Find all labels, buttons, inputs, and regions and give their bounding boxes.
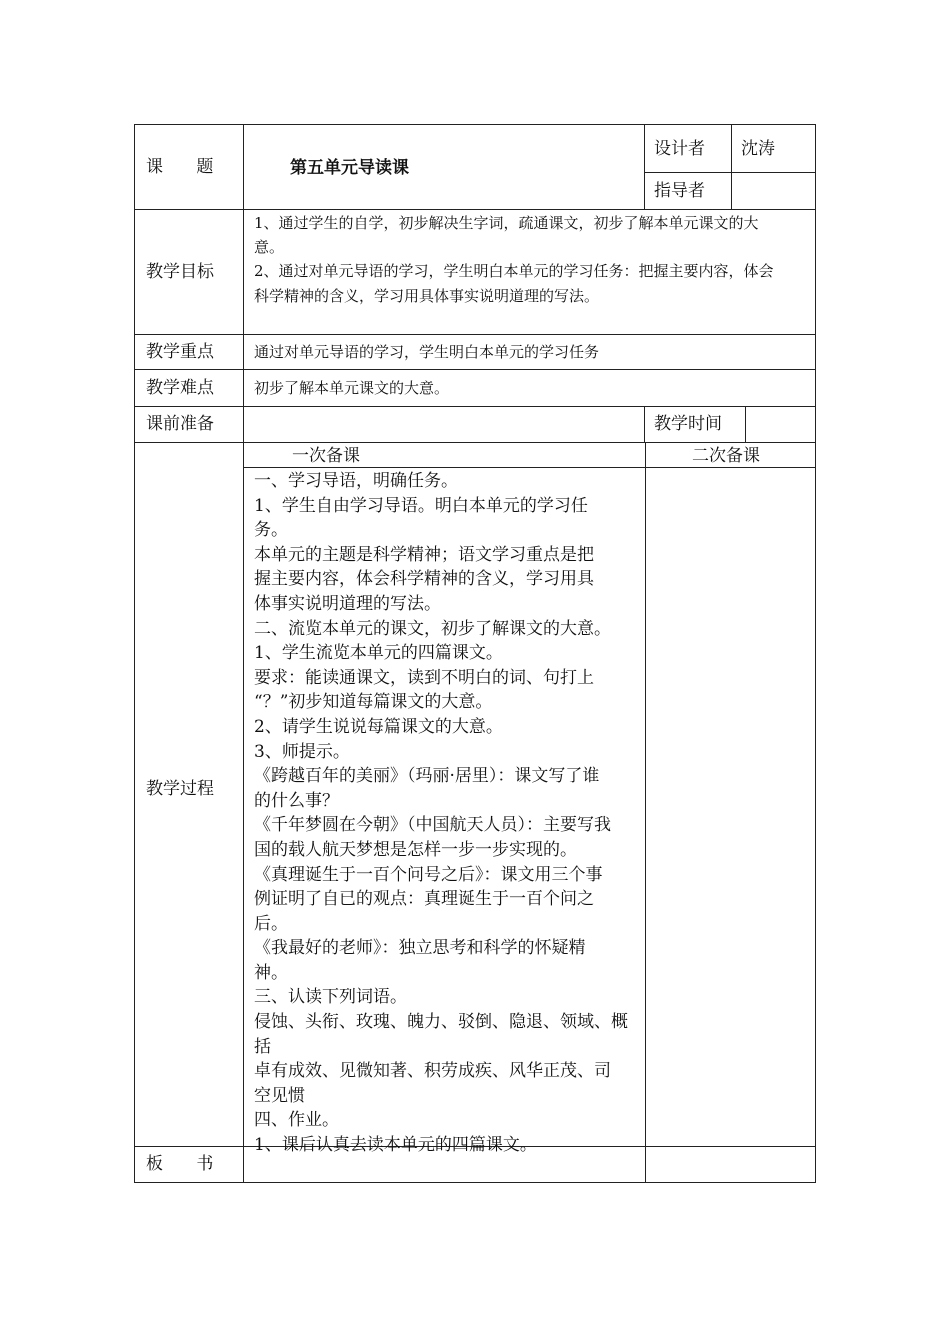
process-line: 卓有成效、见微知著、积劳成疾、风华正茂、司 xyxy=(254,1061,611,1082)
objectives-line-1: 1、通过学生的自学，初步解决生字词，疏通课文，初步了解本单元课文的大 xyxy=(254,214,759,232)
key-points-value: 通过对单元导语的学习，学生明白本单元的学习任务 xyxy=(254,343,600,361)
topic-label: 课 题 xyxy=(146,157,214,177)
key-points-label: 教学重点 xyxy=(146,342,214,362)
border-process-mid xyxy=(645,442,646,1183)
process-line: 二、流览本单元的课文，初步了解课文的大意。 xyxy=(254,618,611,639)
first-prep-label: 一次备课 xyxy=(292,446,360,466)
process-line: 空见惯 xyxy=(254,1085,305,1106)
teaching-time-label: 教学时间 xyxy=(654,414,722,434)
process-line: 神。 xyxy=(254,962,288,983)
border-top xyxy=(134,124,816,125)
process-content xyxy=(254,469,644,1158)
process-line: “？”初步知道每篇课文的大意。 xyxy=(254,692,493,713)
border-header-mid xyxy=(644,124,645,209)
process-line: 后。 xyxy=(254,913,288,934)
advisor-label: 指导者 xyxy=(654,181,705,201)
process-line: 1、课后认真去读本单元的四篇课文。 xyxy=(254,1135,537,1156)
border-bottom xyxy=(134,1182,816,1183)
border-header-name xyxy=(731,124,732,209)
designer-value: 沈涛 xyxy=(741,139,775,159)
process-line: 一、学习导语，明确任务。 xyxy=(254,471,458,491)
border-header-bottom xyxy=(134,209,816,210)
process-line: 《千年梦圆在今朝》（中国航天人员）：主要写我 xyxy=(254,815,611,836)
process-line: 务。 xyxy=(254,520,288,541)
border-prep-time xyxy=(745,406,746,442)
border-right xyxy=(815,124,816,1183)
border-difficulties-bottom xyxy=(134,406,816,407)
topic-value: 第五单元导读课 xyxy=(290,158,409,178)
process-line: 要求：能读通课文，读到不明白的词、句打上 xyxy=(254,667,594,688)
border-label-column xyxy=(243,124,244,1183)
process-line: 《真理诞生于一百个问号之后》：课文用三个事 xyxy=(254,864,603,885)
process-label: 教学过程 xyxy=(146,779,214,799)
border-left xyxy=(134,124,135,1183)
process-line: 国的载人航天梦想是怎样一步一步实现的。 xyxy=(254,839,577,860)
designer-label: 设计者 xyxy=(654,139,705,159)
border-process-subheader xyxy=(244,467,816,468)
process-line: 四、作业。 xyxy=(254,1110,339,1131)
lesson-plan-table xyxy=(134,124,816,1183)
border-prep-mid xyxy=(644,406,645,442)
objectives-line-3: 2、通过对单元导语的学习，学生明白本单元的学习任务：把握主要内容，体会 xyxy=(254,262,774,280)
process-line: 三、认读下列词语。 xyxy=(254,987,407,1008)
process-line: 体事实说明道理的写法。 xyxy=(254,593,441,614)
process-line: 1、学生自由学习导语。明白本单元的学习任 xyxy=(254,495,588,516)
board-label: 板 书 xyxy=(146,1154,214,1174)
process-line: 3、师提示。 xyxy=(254,741,350,762)
process-line: 1、学生流览本单元的四篇课文。 xyxy=(254,643,503,664)
border-prep-bottom xyxy=(134,442,816,443)
process-line: 握主要内容，体会科学精神的含义，学习用具 xyxy=(254,569,594,590)
process-line: 《我最好的老师》：独立思考和科学的怀疑精 xyxy=(254,938,586,959)
process-line: 2、请学生说说每篇课文的大意。 xyxy=(254,716,503,737)
process-line: 例证明了自已的观点：真理诞生于一百个问之 xyxy=(254,889,594,910)
second-prep-label: 二次备课 xyxy=(692,446,760,466)
border-designer-bottom xyxy=(644,172,816,173)
objectives-line-4: 科学精神的含义，学习用具体事实说明道理的写法。 xyxy=(254,287,600,305)
process-line: 《跨越百年的美丽》（玛丽·居里）：课文写了谁 xyxy=(254,766,600,787)
process-line: 侵蚀、头衔、玫瑰、魄力、驳倒、隐退、领域、概括 xyxy=(254,1012,628,1057)
preparation-label: 课前准备 xyxy=(146,414,214,434)
process-line: 本单元的主题是科学精神；语文学习重点是把 xyxy=(254,544,594,565)
border-keypoints-bottom xyxy=(134,369,816,370)
difficulties-label: 教学难点 xyxy=(146,378,214,398)
border-objectives-bottom xyxy=(134,334,816,335)
difficulties-value: 初步了解本单元课文的大意。 xyxy=(254,379,450,397)
process-line: 的什么事？ xyxy=(254,790,339,811)
objectives-label: 教学目标 xyxy=(146,262,214,282)
objectives-line-2: 意。 xyxy=(254,238,285,256)
